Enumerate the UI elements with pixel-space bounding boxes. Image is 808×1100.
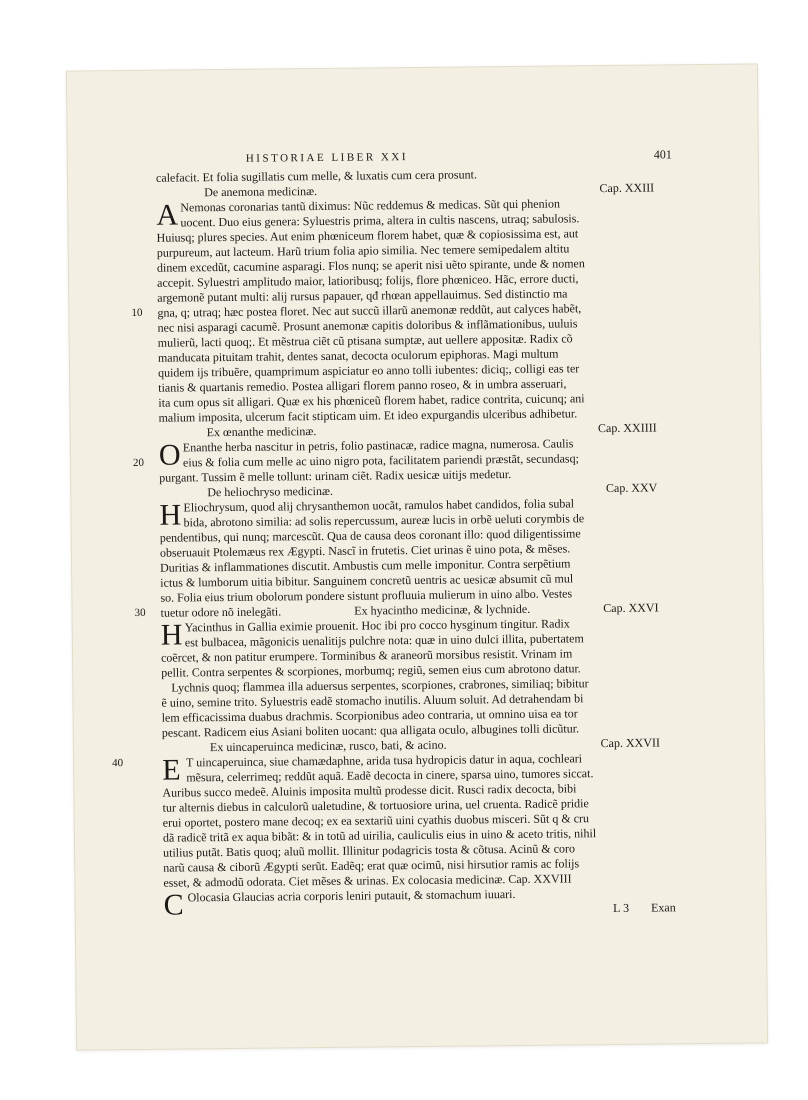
text-line: purgant. Tussim ẽ melle tollunt: urinam ciẽt. Radix uesicæ uitijs medetur. xyxy=(159,467,512,485)
text-line: Lychnis quoq; flammea illa aduersus serpentes, scorpiones, crabrones, similiaq; bibitur xyxy=(171,676,589,695)
text-line: accepit. Syluestri amplitudo maior, latioribusq; folijs, flore phœniceo. Hãc, errore ducti, xyxy=(157,271,579,290)
line-number: 20 xyxy=(132,456,145,469)
paragraph-colocasia xyxy=(163,885,675,920)
text-line: Huiusq; plures species. Aut enim phœniceum florem habet, quæ & copiosissima est, aut xyxy=(156,226,579,245)
text-line: Duritias & inflammationes discutit. Ambustis cum melle imponitur. Contra serpẽtium xyxy=(160,556,571,575)
drop-initial: C xyxy=(163,888,184,922)
section-title: Ex uincaperuinca medicinæ, rusco, bati, & acino. xyxy=(209,737,447,755)
line-number: 10 xyxy=(131,306,143,319)
text-line: Enanthe herba nascitur in petris, folio pastinacæ, radice magna, numerosa. Caulis xyxy=(182,436,574,455)
paragraph-anemona xyxy=(131,195,670,425)
section-title: Ex œnanthe medicinæ. xyxy=(206,424,317,440)
text-line: pellit. Contra serpentes & scorpiones, morbumq; regiũ, semen eius cum abrotono datur. xyxy=(161,661,581,680)
drop-initial: H xyxy=(159,498,182,532)
text-line: mẽsura, celerrimeq; reddũt aquã. Eadẽ decocta in cinere, sparsa uino, tumores siccat. xyxy=(186,766,594,785)
running-title: HISTORIAE LIBER XXI xyxy=(245,151,409,165)
chapter-number: Cap. XXIII xyxy=(599,180,655,196)
text-line: Nemonas coronarias tantũ diximus: Nũc reddemus & medicas. Sũt qui phenion xyxy=(180,196,560,215)
text-line: purpureum, aut lacteum. Harũ trium folia apio similia. Nec temere semipedalem altitu xyxy=(156,241,570,260)
text-line: esset, & admodũ odorata. Ciet mẽses & urinas. Ex colocasia medicinæ. Cap. XXVIII xyxy=(163,871,572,890)
text-line: mulierũ, lacti quoq;. Et mẽstrua ciẽt cũ ptisana sumptæ, aut uellere appositæ. Radix cõ xyxy=(157,331,573,350)
text-line: dinem excedũt, cacumine asparagi. Flos nunq; se aperit nisi uẽto spirante, unde & nomen xyxy=(156,256,585,275)
drop-initial: H xyxy=(160,618,183,652)
chapter-number: Cap. XXV xyxy=(605,480,658,496)
text-line: Eliochrysum, quod alij chrysanthemon uocãt, ramulos habet candidos, folia subal xyxy=(183,496,575,515)
text-line: uocent. Duo eius genera: Syluestris prima, altera in cultis nascens, utraq; sabulosis. xyxy=(180,211,580,230)
section-title: De anemona medicinæ. xyxy=(204,184,318,200)
text-line: bida, abrotono similia: ad solis repercussum, aureæ lucis in orbẽ ueluti corymbis de xyxy=(183,511,585,530)
chapter-number: Cap. XXVII xyxy=(600,735,661,751)
text-line-content: T uincaperuinca, siue chamædaphne, arida tusa hydropicis datur in aqua, cochleari xyxy=(186,751,583,770)
text-line-content: eius & folia cum melle ac uino nigro pota, facilitatem pariendi præstãt, secundasq; xyxy=(182,451,579,470)
text-line: quidem ijs tribuẽre, quamprimum aspiciatur eo anno tolli iubentes: diciq;, colligi eas ter xyxy=(157,361,580,380)
section-title: Ex hyacintho medicinæ, & lychnide. xyxy=(354,601,531,618)
text-line: obseruauit Ptolemæus rex Ægypti. Nascĩ in frutetis. Ciet urinas ẽ uino pota, & mẽses. xyxy=(159,541,571,560)
intro-line: calefacit. Et folia sugillatis cum melle, & luxatis cum cera prosunt. xyxy=(155,167,477,185)
drop-initial: E xyxy=(162,753,181,787)
folio-number: 401 xyxy=(653,147,672,162)
chapter-number: Cap. XXVI xyxy=(603,600,659,616)
lead-in-text: tuetur odore nõ inelegãti. xyxy=(160,604,282,620)
drop-initial: A xyxy=(156,198,179,232)
page-sheet xyxy=(67,64,767,1049)
section-title: De heliochryso medicinæ. xyxy=(207,483,334,500)
paragraph-heliochryso xyxy=(159,495,672,605)
text-line: nec nisi asparagi cacumẽ. Prosunt anemonæ capitis doloribus & inflãmationibus, uuluis xyxy=(157,316,578,335)
text-line: coẽrcet, & non patitur erumpere. Torminibus & araneorũ morsibus resistit. Vrinam im xyxy=(160,646,573,665)
text-line: ẽ uino, semine trito. Syluestris eadẽ stomacho inutilis. Aluum soluit. Ad detrahendam bi xyxy=(161,691,584,710)
paragraph-hyacintho xyxy=(161,615,674,740)
text-line-content: gna, q; utraq; hæc postea floret. Nec aut succũ illarũ anemonæ reddũt, aut calyces habẽt, xyxy=(157,301,582,320)
text-line: Olocasia Glaucias acria corporis leniri putauit, & stomachum iuuari. xyxy=(187,886,516,905)
signature-mark: L 3 xyxy=(613,900,630,915)
text-line: argemonẽ putant multi: alij rursus papauer, qđ rhœan appellauimus. Sed distinctio ma xyxy=(157,286,568,305)
text-line: Yacinthus in Gallia eximie prouenit. Hoc ibi pro cocco hysginum tingitur. Radix xyxy=(184,616,570,635)
text-line: dã radicẽ tritã ex aqua bibãt: & in totũ ad uirilia, cauliculis eius in uino & aceto tritis, nihil xyxy=(162,826,597,845)
line-number: 30 xyxy=(134,606,146,619)
paragraph-oenanthe xyxy=(132,435,671,485)
text-line: tianis & quartanis remedio. Postea alligari florem panno roseo, & in umbra asseruari, xyxy=(158,376,567,395)
text-line: est bulbacea, mãgonicis uenalitijs pulchre nota: quæ in uino dulci illita, pubertatem xyxy=(184,631,584,650)
text-line: pendentibus, qui nunq; marcescũt. Qua de causa deos coronant illo: quod diligentissime xyxy=(159,526,581,545)
text-line: pescant. Radicem eius Asiani boliten uocant: qua alligata oculo, albugines tolli dicũtur. xyxy=(161,721,580,740)
text-block xyxy=(112,147,676,922)
chapter-number: Cap. XXIIII xyxy=(597,420,657,436)
text-line: ita cum opus sit alligari. Quæ ex his phœniceũ florem habet, radice contrita, cuicunq; ani xyxy=(158,391,585,410)
paragraph-uincaperuinca xyxy=(112,750,675,890)
text-line: ictus & lumborum uitia bibitur. Sanguinem concretũ uentris ac uesicæ absumit cũ mul xyxy=(160,571,574,590)
text-line: utilius putãt. Batis quoq; aluũ mollit. Illinitur podagricis tosta & cõtusa. Acinũ & coro xyxy=(163,841,576,860)
text-line: manducata pituitam trahit, dentes sanat, decocta oculorum epiphoras. Magi multum xyxy=(157,346,559,365)
text-line: narũ causa & ciborũ Ægypti serũt. Eadẽq; erat quæ ocimũ, nisi hirsutior ramis ac folijs xyxy=(163,856,580,875)
text-line: tur alternis diebus in calculorũ ualetudine, & tortuosiore urina, uel cruenta. Radicẽ pridie xyxy=(162,796,589,815)
text-line: lem efficacissima duabus drachmis. Scorpionibus adeo contraria, ut omnino uisa ea tor xyxy=(161,706,578,725)
text-line: so. Folia eius trium obolorum pondere sistunt profluuia mulierum in uino albo. Vestes xyxy=(160,586,573,605)
catchword: Exan xyxy=(650,900,676,915)
text-line: Auribus succo medeẽ. Aluinis imposita multũ prodesse dicit. Rusci radix decocta, bibi xyxy=(162,781,577,800)
text-line: malium imposita, ulcerum facit stipticam uim. Et ideo expurgandis ulceribus adhibetur. xyxy=(158,406,578,425)
drop-initial: O xyxy=(158,438,181,472)
text-line: erui oportet, postero mane decoq; ex ea sextariũ uini cyathis duobus misceri. Sũt q & cru xyxy=(162,811,590,830)
line-number: 40 xyxy=(112,757,124,770)
